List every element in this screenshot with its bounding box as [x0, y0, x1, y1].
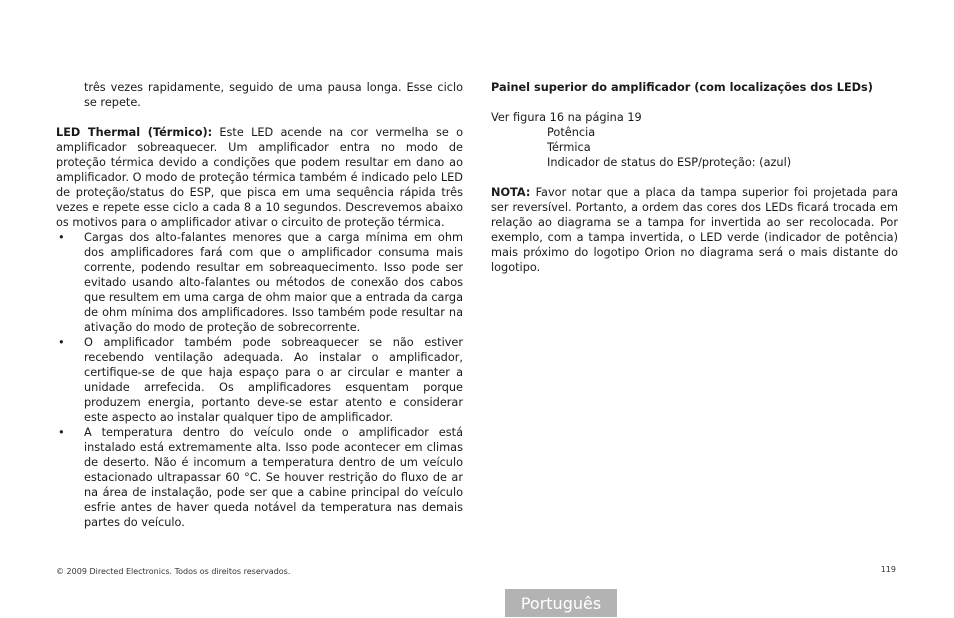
- list-item-text: O amplificador também pode sobreaquecer se não estiver recebendo ventilação adequada. Ao instalar o amplificador, certifique-se de que haja espaço para o ar circular e manter a unidade arrefecida. Os amplificadores esquentam porque produzem energia, portanto deve-se estar atento e considerar este aspecto ao instalar qualquer tipo de amplificador.: [84, 336, 463, 424]
- page-number: 119: [880, 565, 896, 574]
- thermal-causes-list: [56, 230, 463, 530]
- bullet-icon: •: [58, 231, 65, 244]
- paragraph-gap: [491, 170, 898, 185]
- figure-reference: Ver figura 16 na página 19: [491, 111, 642, 124]
- thermal-led-title: LED Thermal (Térmico):: [56, 126, 213, 139]
- note-text: Favor notar que a placa da tampa superior foi projetada para ser reversível. Portanto, a ordem das cores dos LEDs ficará trocada em relação ao diagrama se a tampa for invertida ao ser recolocada. Por exemplo, com a tampa invertida, o LED verde (indicador de potência) mais próximo do logotipo Orion no diagrama será o mais distante do logotipo.: [491, 186, 898, 274]
- language-tab: Português: [505, 589, 617, 617]
- list-item-text: A temperatura dentro do veículo onde o amplificador está instalado está extremamente alta. Isso pode acontecer em climas de deserto. Não é incomum a temperatura dentro de um veículo estacionado ultrapassar 60 °C. Se houver restrição do fluxo de ar na área de instalação, pode ser que a cabine principal do veículo esfrie antes de haver queda notável da temperatura nas demais partes do veículo.: [84, 426, 463, 529]
- paragraph-gap: [491, 95, 898, 110]
- copyright-text: © 2009 Directed Electronics. Todos os direitos reservados.: [56, 567, 291, 576]
- list-item: [56, 230, 463, 335]
- left-column: [56, 80, 463, 530]
- right-column: [491, 80, 898, 275]
- note-paragraph: [491, 185, 898, 275]
- bullet-icon: •: [58, 426, 65, 439]
- section-heading: Painel superior do amplificador (com localizações dos LEDs): [491, 81, 873, 94]
- list-item: [56, 335, 463, 425]
- list-item: [56, 425, 463, 530]
- thermal-led-paragraph: [56, 125, 463, 230]
- note-label: NOTA:: [491, 186, 531, 199]
- figure-item: Indicador de status do ESP/proteção: (azul): [547, 156, 792, 169]
- figure-items-list: [491, 125, 898, 170]
- figure-item: Potência: [547, 126, 596, 139]
- thermal-led-text: Este LED acende na cor vermelha se o amplificador sobreaquecer. Um amplificador entra no modo de proteção térmica devido a condições que podem resultar em dano ao amplificador. O modo de proteção térmica também é indicado pelo LED de proteção/status do ESP, que pisca em uma sequência rápida três vezes e repete esse ciclo a cada 8 a 10 segundos. Descrevemos abaixo os motivos para o amplificador ativar o circuito de proteção térmica.: [56, 126, 463, 229]
- intro-paragraph: três vezes rapidamente, seguido de uma pausa longa. Esse ciclo se repete.: [84, 81, 463, 109]
- paragraph-gap: [56, 110, 463, 125]
- bullet-icon: •: [58, 336, 65, 349]
- list-item-text: Cargas dos alto-falantes menores que a carga mínima em ohm dos amplificadores fará com que o amplificador consuma mais corrente, podendo resultar em sobreaquecimento. Isso pode ser evitado usando alto-falantes ou métodos de conexão dos cabos que resultem em uma carga de ohm maior que a entrada da carga de ohm mínima dos amplificadores. Isso também pode resultar na ativação do modo de proteção de sobrecorrente.: [84, 231, 463, 334]
- figure-item: Térmica: [547, 141, 591, 154]
